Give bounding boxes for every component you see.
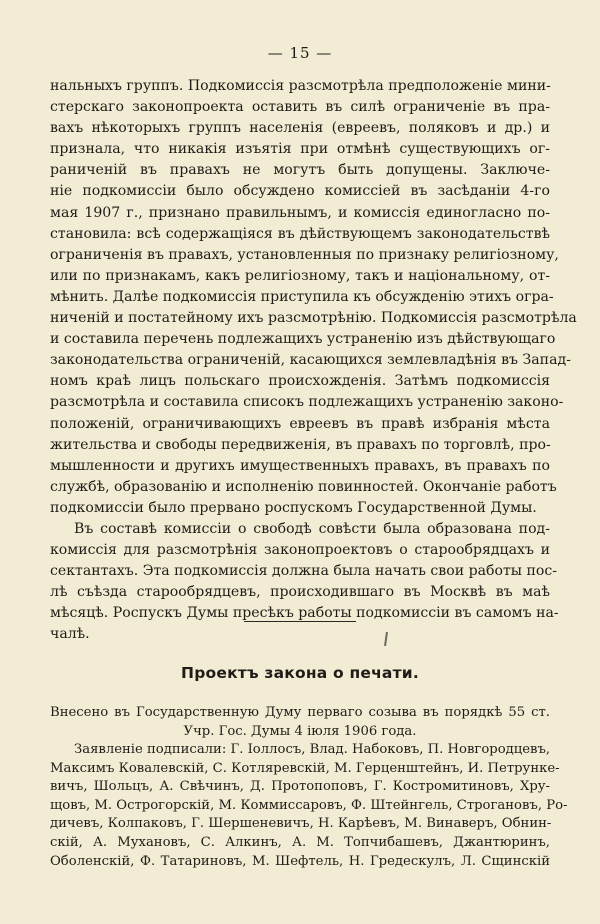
text-line: лѣ съѣзда старообрядцевъ, происходившаго въ Москвѣ въ маѣ — [50, 584, 550, 601]
text-line: мая 1907 г., признано правильнымъ, и комиссія единогласно по- — [50, 204, 550, 221]
text-line: признала, что никакія изъятія при отмѣнѣ существующихъ ог- — [50, 141, 550, 158]
text-line: ограниченія въ правахъ, установленныя по признаку религіозному, — [50, 246, 559, 263]
text-line: нальныхъ группъ. Подкомиссія разсмотрѣла предположеніе мини- — [50, 78, 551, 94]
text-line: Оболенскій, Ф. Татариновъ, М. Шефтель, Н. Гредескулъ, Л. Сщинскій — [50, 853, 550, 869]
text-line: комиссія для разсмотрѣнія законопроектовъ о старообрядцахъ и — [50, 542, 550, 559]
text-line: ниченій и постатейному ихъ разсмотрѣнію. Подкомиссія разсмотрѣла — [50, 310, 577, 327]
text-line: вахъ нѣкоторыхъ группъ населенія (евреевъ, поляковъ и др.) и — [50, 120, 550, 137]
text-line: раниченій въ правахъ не могутъ быть допущены. Заключе- — [50, 162, 550, 179]
text-line: и составила перечень подлежащихъ устраненію изъ дѣйствующаго — [50, 331, 556, 348]
text-line: жительства и свободы передвиженія, въ правахъ по торговлѣ, про- — [50, 436, 551, 453]
text-line: ніе подкомиссіи было обсуждено комиссіей въ засѣданіи 4-го — [50, 183, 550, 200]
text-line: Въ составѣ комиссіи о свободѣ совѣсти была образована под- — [74, 520, 550, 537]
text-line: или по признакамъ, какъ религіозному, такъ и національному, от- — [50, 267, 550, 284]
text-line: Заявленіе подписали: Г. Іоллосъ, Влад. Набоковъ, П. Новгородцевъ, — [74, 742, 551, 757]
body-text — [50, 76, 577, 646]
text-line: вичъ, Шольцъ, А. Свѣчинъ, Д. Протопоповъ, Г. Костромитиновъ, Хру- — [50, 779, 550, 795]
text-line: подкомиссіи было прервано роспускомъ Государственной Думы. — [50, 499, 537, 516]
text-line: законодательства ограниченій, касающихся землевладѣнія въ Запад- — [50, 352, 571, 369]
text-line: стерскаго законопроекта оставить въ силѣ ограниченіе въ пра- — [50, 99, 550, 116]
section-divider — [244, 621, 356, 622]
text-line: мѣсяцѣ. Роспускъ Думы пресѣкъ работы подкомиссіи въ самомъ на- — [50, 605, 559, 622]
text-line: Учр. Гос. Думы 4 іюля 1906 года. — [183, 724, 417, 739]
text-line: щовъ, М. Острогорскій, М. Коммиссаровъ, Ф. Штейнгель, Строгановъ, Ро- — [50, 797, 568, 813]
text-line: чалѣ. — [50, 626, 90, 643]
text-line: положеній, ограничивающихъ евреевъ въ правѣ избранія мѣста — [50, 415, 550, 432]
text-line: Внесено въ Государственную Думу перваго созыва въ порядкѣ 55 ст. — [50, 705, 550, 720]
intro-text — [50, 703, 550, 741]
text-line: номъ краѣ лицъ польскаго происхожденія. Затѣмъ подкомиссія — [50, 373, 550, 390]
section-title: Проектъ закона о печати. — [181, 664, 419, 682]
signers-text — [50, 741, 568, 871]
text-line: разсмотрѣла и составила списокъ подлежащихъ устраненію законо- — [50, 394, 564, 411]
text-line: скій, А. Мухановъ, С. Алкинъ, А. М. Топчибашевъ, Джантюринъ, — [50, 834, 550, 850]
text-line: Максимъ Ковалевскій, С. Котляревскій, М. Герценштейнъ, И. Петрунке- — [50, 760, 560, 776]
text-line: мѣнить. Далѣе подкомиссія приступила къ обсужденію этихъ огра- — [50, 288, 554, 305]
text-line: дичевъ, Колпаковъ, Г. Шершеневичъ, Н. Карѣевъ, М. Винаверъ, Обнин- — [50, 816, 552, 832]
text-line: мышленности и другихъ имущественныхъ правахъ, въ правахъ по — [50, 457, 550, 474]
text-line: становила: всѣ содержащіяся въ дѣйствующемъ законодательствѣ — [50, 225, 550, 242]
text-line: сектантахъ. Эта подкомиссія должна была начать свои работы пос- — [50, 563, 558, 580]
page-number: — 15 — — [267, 44, 333, 62]
text-line: службѣ, образованію и исполненію повинностей. Окончаніе работъ — [50, 478, 557, 495]
